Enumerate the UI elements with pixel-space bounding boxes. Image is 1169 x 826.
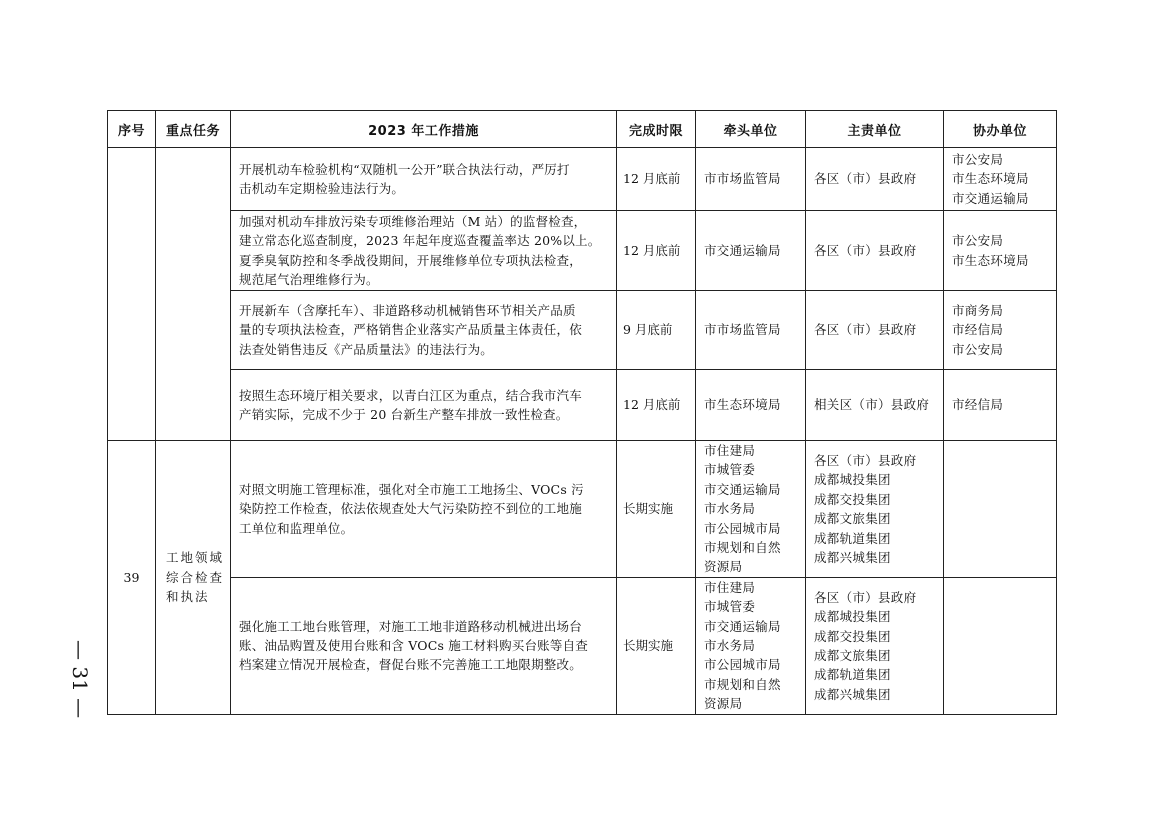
responsible-unit: 成都文旅集团 [814,648,891,664]
table-row [108,441,1057,578]
measure-cell [231,148,617,211]
measure-line: 加强对机动车排放污染专项维修治理站（M 站）的监督检查， [239,213,587,229]
table-row [108,211,1057,291]
lead-unit: 资源局 [704,696,743,712]
task-cell-empty [156,148,231,441]
measure-line: 按照生态环境厅相关要求，以青白江区为重点，结合我市汽车 [239,387,582,403]
lead-unit: 市水务局 [704,501,756,517]
assisting-unit: 市经信局 [952,322,1004,338]
lead-unit-cell [696,148,806,211]
responsible-unit-cell [806,291,944,370]
table-row [108,148,1057,211]
responsible-unit: 各区（市）县政府 [814,589,917,605]
responsible-unit-cell [806,577,944,714]
responsible-unit-cell [806,211,944,291]
header-assisting-unit: 协办单位 [944,111,1057,148]
measure-line: 击机动车定期检验违法行为。 [239,181,405,196]
responsible-unit-cell [806,370,944,441]
lead-unit: 资源局 [704,559,743,575]
key-task-line: 工地领域 [166,550,225,566]
key-task-cell [156,441,231,715]
assisting-unit: 市生态环境局 [952,252,1029,268]
header-responsible-unit: 主责单位 [806,111,944,148]
deadline-cell: 长期实施 [617,577,696,714]
table-row [108,577,1057,714]
measure-cell [231,441,617,578]
lead-unit: 市生态环境局 [704,397,781,413]
deadline-cell: 12 月底前 [617,370,696,441]
item-number: 39 [108,441,156,715]
deadline-cell: 9 月底前 [617,291,696,370]
measure-line: 夏季臭氧防控和冬季战役期间，开展维修单位专项执法检查， [239,252,582,268]
responsible-unit: 相关区（市）县政府 [814,397,930,413]
measure-cell [231,370,617,441]
responsible-unit: 成都城投集团 [814,609,891,625]
header-deadline: 完成时限 [617,111,696,148]
responsible-unit: 成都轨道集团 [814,530,891,546]
assisting-unit: 市经信局 [952,397,1004,413]
assisting-unit: 市公安局 [952,233,1004,249]
work-plan-table [107,110,1057,715]
lead-unit: 市规划和自然 [704,540,781,556]
assisting-unit: 市公安局 [952,151,1004,167]
lead-unit: 市公园城市局 [704,520,781,536]
measure-line: 开展新车（含摩托车）、非道路移动机械销售环节相关产品质 [239,302,576,318]
lead-unit: 市城管委 [704,462,756,478]
lead-unit: 市公园城市局 [704,657,781,673]
measure-line: 工单位和监理单位。 [239,520,354,536]
measure-line: 对照文明施工管理标准，强化对全市施工工地扬尘、VOCs 污 [239,481,584,497]
table-header-row [108,111,1057,148]
responsible-unit-cell [806,441,944,578]
assisting-unit-cell [944,148,1057,211]
responsible-unit: 各区（市）县政府 [814,171,917,187]
measure-line: 法查处销售违反《产品质量法》的违法行为。 [239,341,494,357]
measure-line: 档案建立情况开展检查，督促台账不完善施工工地限期整改。 [239,657,582,673]
assisting-unit-cell-empty [944,441,1057,578]
lead-unit-cell [696,291,806,370]
assisting-unit-cell [944,370,1057,441]
lead-unit: 市交通运输局 [704,242,781,258]
lead-unit: 市交通运输局 [704,618,781,634]
lead-unit-cell [696,211,806,291]
header-lead-unit: 牵头单位 [696,111,806,148]
assisting-unit-cell-empty [944,577,1057,714]
lead-unit: 市住建局 [704,579,756,595]
deadline-cell: 12 月底前 [617,211,696,291]
responsible-unit: 成都兴城集团 [814,686,891,702]
responsible-unit: 成都交投集团 [814,491,891,507]
lead-unit-cell [696,370,806,441]
lead-unit: 市住建局 [704,443,756,458]
measure-line: 开展机动车检验机构“双随机一公开”联合执法行动，严厉打 [239,161,570,177]
measure-line: 量的专项执法检查，严格销售企业落实产品质量主体责任，依 [239,322,582,338]
assisting-unit: 市生态环境局 [952,171,1029,187]
responsible-unit: 各区（市）县政府 [814,242,917,258]
lead-unit: 市市场监管局 [704,171,781,187]
assisting-unit-cell [944,211,1057,291]
number-cell-empty [108,148,156,441]
measure-line: 强化施工工地台账管理，对施工工地非道路移动机械进出场台 [239,618,582,634]
lead-unit: 市市场监管局 [704,322,781,338]
measure-line: 染防控工作检查，依法依规查处大气污染防控不到位的工地施 [239,501,582,517]
lead-unit: 市城管委 [704,599,756,615]
assisting-unit: 市商务局 [952,302,1004,318]
lead-unit-cell [696,577,806,714]
deadline-cell: 12 月底前 [617,148,696,211]
measure-cell [231,211,617,291]
key-task-line: 综合检查 [166,569,225,585]
assisting-unit-cell [944,291,1057,370]
lead-unit-cell [696,441,806,578]
page-number: — 31 — [68,640,92,719]
measure-line: 账、油品购置及使用台账和含 VOCs 施工材料购买台账等自查 [239,638,588,654]
header-measures: 2023 年工作措施 [231,111,617,148]
responsible-unit: 成都文旅集团 [814,511,891,527]
responsible-unit: 成都轨道集团 [814,667,891,683]
key-task-line: 和执法 [166,589,210,605]
table-row [108,370,1057,441]
measure-line: 规范尾气治理维修行为。 [239,271,379,287]
lead-unit: 市规划和自然 [704,676,781,692]
assisting-unit: 市交通运输局 [952,190,1029,206]
lead-unit: 市水务局 [704,638,756,654]
responsible-unit-cell [806,148,944,211]
measure-cell [231,577,617,714]
measure-line: 产销实际，完成不少于 20 台新生产整车排放一致性检查。 [239,407,569,422]
deadline-cell: 长期实施 [617,441,696,578]
responsible-unit: 成都兴城集团 [814,550,891,566]
header-number: 序号 [108,111,156,148]
table-row [108,291,1057,370]
responsible-unit: 成都城投集团 [814,472,891,488]
responsible-unit: 各区（市）县政府 [814,453,917,468]
assisting-unit: 市公安局 [952,341,1004,357]
lead-unit: 市交通运输局 [704,481,781,497]
measure-line: 建立常态化巡查制度，2023 年起年度巡查覆盖率达 20%以上。 [239,233,601,249]
measure-cell [231,291,617,370]
responsible-unit: 成都交投集团 [814,628,891,644]
header-key-task: 重点任务 [156,111,231,148]
responsible-unit: 各区（市）县政府 [814,322,917,338]
